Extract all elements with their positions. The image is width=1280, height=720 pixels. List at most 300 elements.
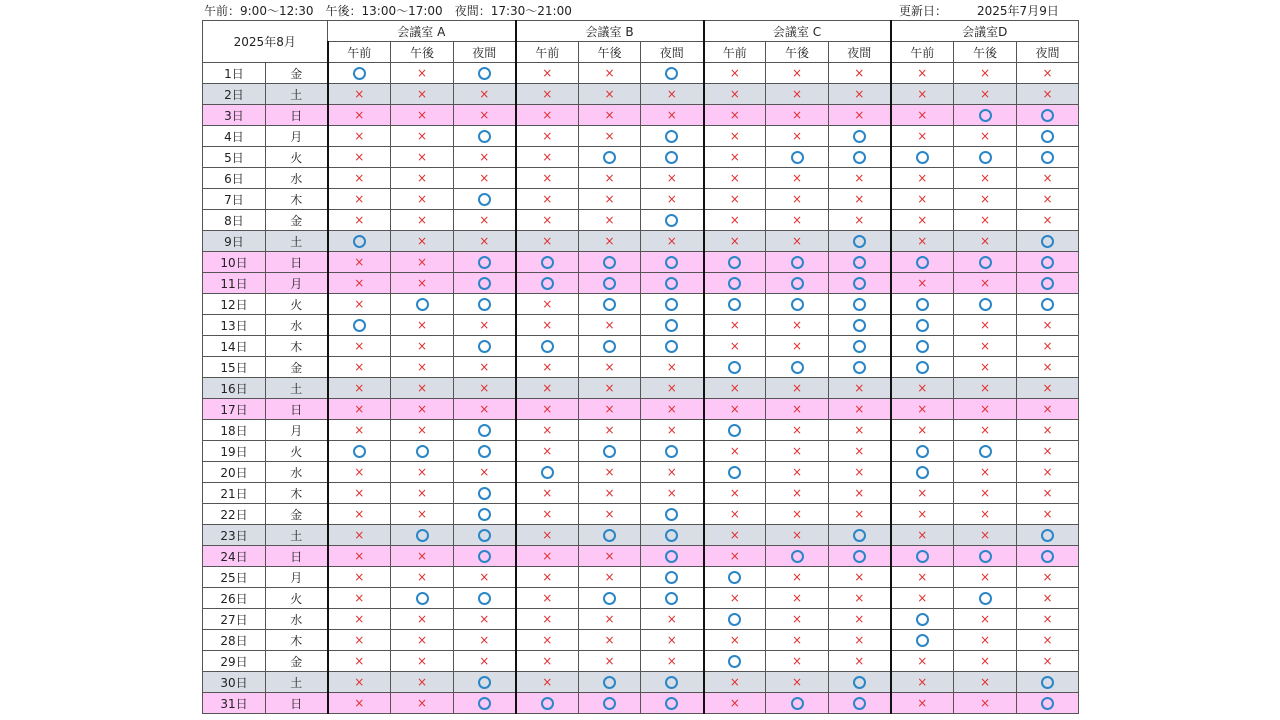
available-circle-icon (916, 550, 929, 563)
slot-cell (704, 378, 766, 399)
available-circle-icon (853, 361, 866, 374)
slot-cell (516, 210, 579, 231)
available-circle-icon (665, 319, 678, 332)
slot-cell (454, 504, 516, 525)
unavailable-cross-icon: × (1042, 381, 1053, 395)
slot-cell (641, 231, 704, 252)
slot-cell (328, 294, 391, 315)
slot-cell (766, 252, 829, 273)
slot-cell (891, 525, 954, 546)
weekday-cell: 日 (266, 693, 328, 714)
table-row (203, 126, 1079, 147)
slot-cell (704, 189, 766, 210)
unavailable-cross-icon: × (479, 612, 490, 626)
unavailable-cross-icon: × (542, 234, 553, 248)
unavailable-cross-icon: × (1042, 591, 1053, 605)
available-circle-icon (478, 550, 491, 563)
slot-cell (516, 357, 579, 378)
slot-cell (766, 546, 829, 567)
day-cell: 5日 (203, 147, 266, 168)
slot-cell (704, 504, 766, 525)
unavailable-cross-icon: × (604, 402, 615, 416)
slot-cell (454, 672, 516, 693)
slot-cell (954, 483, 1017, 504)
slot-cell (829, 336, 891, 357)
unavailable-cross-icon: × (729, 591, 740, 605)
slot-cell (391, 84, 454, 105)
unavailable-cross-icon: × (354, 633, 365, 647)
slot-cell (641, 672, 704, 693)
available-circle-icon (478, 529, 491, 542)
slot-cell (766, 609, 829, 630)
unavailable-cross-icon: × (354, 570, 365, 584)
table-body (203, 63, 1079, 714)
slot-cell (391, 609, 454, 630)
slot-cell (516, 273, 579, 294)
weekday-cell: 金 (266, 651, 328, 672)
unavailable-cross-icon: × (729, 381, 740, 395)
slot-cell (641, 252, 704, 273)
slot-cell (328, 336, 391, 357)
available-circle-icon (603, 256, 616, 269)
slot-cell (579, 420, 641, 441)
unavailable-cross-icon: × (1042, 654, 1053, 668)
available-circle-icon (853, 550, 866, 563)
unavailable-cross-icon: × (854, 87, 865, 101)
table-row (203, 84, 1079, 105)
available-circle-icon (728, 655, 741, 668)
slot-cell (579, 399, 641, 420)
unavailable-cross-icon: × (854, 486, 865, 500)
slot-cell (641, 399, 704, 420)
unavailable-cross-icon: × (416, 87, 428, 101)
slot-cell (1017, 504, 1079, 525)
slot-cell (891, 273, 954, 294)
available-circle-icon (603, 298, 616, 311)
slot-header: 午後 (954, 42, 1017, 63)
slot-cell (829, 273, 891, 294)
unavailable-cross-icon: × (792, 591, 803, 605)
slot-cell (579, 567, 641, 588)
table-row (203, 693, 1079, 714)
slot-cell (1017, 651, 1079, 672)
unavailable-cross-icon: × (1042, 444, 1053, 458)
unavailable-cross-icon: × (604, 192, 615, 206)
unavailable-cross-icon: × (792, 423, 803, 437)
weekday-cell: 月 (266, 420, 328, 441)
slot-cell (704, 609, 766, 630)
unavailable-cross-icon: × (980, 192, 991, 206)
slot-cell (704, 357, 766, 378)
available-circle-icon (979, 592, 992, 605)
unavailable-cross-icon: × (1042, 318, 1053, 332)
available-circle-icon (665, 298, 678, 311)
unavailable-cross-icon: × (792, 381, 803, 395)
available-circle-icon (541, 466, 554, 479)
unavailable-cross-icon: × (792, 66, 803, 80)
table-row (203, 588, 1079, 609)
unavailable-cross-icon: × (980, 486, 991, 500)
unavailable-cross-icon: × (479, 360, 490, 374)
slot-cell (1017, 84, 1079, 105)
weekday-cell: 日 (266, 105, 328, 126)
slot-cell (891, 609, 954, 630)
slot-header: 夜間 (829, 42, 891, 63)
slot-cell (391, 231, 454, 252)
weekday-cell: 日 (266, 252, 328, 273)
weekday-cell: 火 (266, 147, 328, 168)
unavailable-cross-icon: × (980, 570, 991, 584)
unavailable-cross-icon: × (917, 276, 928, 290)
slot-cell (954, 588, 1017, 609)
weekday-cell: 月 (266, 567, 328, 588)
slot-cell (766, 462, 829, 483)
available-circle-icon (478, 697, 491, 710)
available-circle-icon (1041, 256, 1054, 269)
slot-cell (1017, 525, 1079, 546)
unavailable-cross-icon: × (354, 675, 365, 689)
slot-cell (766, 630, 829, 651)
table-row (203, 189, 1079, 210)
unavailable-cross-icon: × (416, 171, 428, 185)
available-circle-icon (478, 130, 491, 143)
day-cell: 13日 (203, 315, 266, 336)
weekday-cell: 火 (266, 294, 328, 315)
slot-cell (328, 210, 391, 231)
unavailable-cross-icon: × (917, 87, 928, 101)
unavailable-cross-icon: × (542, 318, 553, 332)
unavailable-cross-icon: × (792, 654, 803, 668)
slot-cell (391, 294, 454, 315)
slot-cell (641, 504, 704, 525)
slot-cell (766, 105, 829, 126)
slot-cell (954, 105, 1017, 126)
table-row (203, 273, 1079, 294)
unavailable-cross-icon: × (354, 150, 365, 164)
slot-cell (328, 420, 391, 441)
available-circle-icon (665, 676, 678, 689)
slot-cell (891, 546, 954, 567)
unavailable-cross-icon: × (792, 675, 803, 689)
slot-cell (454, 231, 516, 252)
unavailable-cross-icon: × (854, 423, 865, 437)
slot-cell (516, 252, 579, 273)
unavailable-cross-icon: × (479, 87, 490, 101)
unavailable-cross-icon: × (354, 654, 365, 668)
slot-cell (891, 441, 954, 462)
available-circle-icon (853, 277, 866, 290)
day-cell: 15日 (203, 357, 266, 378)
slot-cell (579, 672, 641, 693)
weekday-cell: 土 (266, 378, 328, 399)
unavailable-cross-icon: × (854, 381, 865, 395)
available-circle-icon (979, 256, 992, 269)
slot-cell (829, 546, 891, 567)
slot-cell (954, 672, 1017, 693)
slot-cell (891, 84, 954, 105)
unavailable-cross-icon: × (542, 507, 553, 521)
unavailable-cross-icon: × (854, 66, 865, 80)
slot-cell (704, 147, 766, 168)
slot-cell (1017, 693, 1079, 714)
slot-cell (516, 189, 579, 210)
weekday-cell: 木 (266, 483, 328, 504)
slot-cell (641, 525, 704, 546)
slot-cell (579, 357, 641, 378)
unavailable-cross-icon: × (416, 129, 428, 143)
slot-cell (454, 252, 516, 273)
slot-cell (891, 399, 954, 420)
slot-cell (704, 462, 766, 483)
slot-cell (328, 315, 391, 336)
weekday-cell: 水 (266, 609, 328, 630)
slot-cell (829, 378, 891, 399)
slot-cell (1017, 231, 1079, 252)
slot-cell (328, 693, 391, 714)
table-row (203, 231, 1079, 252)
unavailable-cross-icon: × (542, 423, 553, 437)
unavailable-cross-icon: × (479, 171, 490, 185)
slot-header: 夜間 (641, 42, 704, 63)
unavailable-cross-icon: × (1042, 612, 1053, 626)
slot-cell (1017, 210, 1079, 231)
unavailable-cross-icon: × (980, 171, 991, 185)
slot-cell (1017, 588, 1079, 609)
unavailable-cross-icon: × (666, 360, 677, 374)
slot-cell (704, 483, 766, 504)
unavailable-cross-icon: × (542, 633, 553, 647)
slot-cell (954, 147, 1017, 168)
unavailable-cross-icon: × (604, 108, 615, 122)
available-circle-icon (853, 151, 866, 164)
slot-cell (391, 189, 454, 210)
slot-cell (579, 252, 641, 273)
slot-cell (328, 126, 391, 147)
unavailable-cross-icon: × (854, 591, 865, 605)
slot-cell (391, 126, 454, 147)
available-circle-icon (603, 445, 616, 458)
weekday-cell: 木 (266, 630, 328, 651)
slot-cell (829, 252, 891, 273)
slot-cell (891, 378, 954, 399)
slot-cell (829, 441, 891, 462)
unavailable-cross-icon: × (416, 318, 428, 332)
unavailable-cross-icon: × (729, 339, 740, 353)
unavailable-cross-icon: × (416, 234, 428, 248)
slot-cell (891, 672, 954, 693)
table-row (203, 336, 1079, 357)
unavailable-cross-icon: × (917, 486, 928, 500)
available-circle-icon (478, 298, 491, 311)
slot-cell (954, 315, 1017, 336)
unavailable-cross-icon: × (980, 87, 991, 101)
slot-cell (891, 693, 954, 714)
weekday-cell: 月 (266, 273, 328, 294)
table-row (203, 357, 1079, 378)
available-circle-icon (665, 529, 678, 542)
slot-cell (579, 378, 641, 399)
slot-cell (391, 399, 454, 420)
unavailable-cross-icon: × (980, 234, 991, 248)
weekday-cell: 木 (266, 336, 328, 357)
unavailable-cross-icon: × (980, 612, 991, 626)
slot-cell (454, 273, 516, 294)
unavailable-cross-icon: × (729, 486, 740, 500)
slot-cell (516, 84, 579, 105)
available-circle-icon (791, 550, 804, 563)
unavailable-cross-icon: × (854, 213, 865, 227)
weekday-cell: 土 (266, 672, 328, 693)
slot-cell (954, 462, 1017, 483)
table-row (203, 462, 1079, 483)
slot-cell (579, 84, 641, 105)
slot-cell (954, 63, 1017, 84)
slot-cell (891, 105, 954, 126)
day-cell: 14日 (203, 336, 266, 357)
day-cell: 21日 (203, 483, 266, 504)
slot-cell (829, 210, 891, 231)
unavailable-cross-icon: × (729, 129, 740, 143)
slot-cell (391, 546, 454, 567)
day-cell: 12日 (203, 294, 266, 315)
slot-header: 夜間 (1017, 42, 1079, 63)
unavailable-cross-icon: × (479, 654, 490, 668)
unavailable-cross-icon: × (729, 402, 740, 416)
slot-cell (954, 189, 1017, 210)
slot-cell (579, 210, 641, 231)
slot-cell (766, 378, 829, 399)
unavailable-cross-icon: × (917, 570, 928, 584)
available-circle-icon (478, 67, 491, 80)
unavailable-cross-icon: × (729, 213, 740, 227)
unavailable-cross-icon: × (479, 213, 490, 227)
slot-cell (829, 693, 891, 714)
unavailable-cross-icon: × (542, 66, 553, 80)
unavailable-cross-icon: × (666, 612, 677, 626)
slot-cell (1017, 672, 1079, 693)
weekday-cell: 水 (266, 462, 328, 483)
unavailable-cross-icon: × (980, 381, 991, 395)
unavailable-cross-icon: × (479, 633, 490, 647)
day-cell: 10日 (203, 252, 266, 273)
table-row (203, 504, 1079, 525)
available-circle-icon (478, 487, 491, 500)
slot-cell (891, 651, 954, 672)
slot-cell (579, 315, 641, 336)
slot-cell (579, 231, 641, 252)
slot-cell (516, 147, 579, 168)
unavailable-cross-icon: × (666, 402, 677, 416)
slot-cell (766, 420, 829, 441)
unavailable-cross-icon: × (354, 402, 365, 416)
unavailable-cross-icon: × (542, 213, 553, 227)
unavailable-cross-icon: × (729, 696, 740, 710)
unavailable-cross-icon: × (479, 570, 490, 584)
slot-cell (516, 546, 579, 567)
slot-cell (704, 420, 766, 441)
slot-cell (704, 294, 766, 315)
unavailable-cross-icon: × (354, 591, 365, 605)
slot-cell (1017, 462, 1079, 483)
weekday-cell: 土 (266, 231, 328, 252)
unavailable-cross-icon: × (917, 423, 928, 437)
slot-cell (704, 336, 766, 357)
slot-cell (766, 231, 829, 252)
unavailable-cross-icon: × (354, 171, 365, 185)
unavailable-cross-icon: × (980, 129, 991, 143)
slot-cell (891, 231, 954, 252)
slot-cell (328, 399, 391, 420)
slot-cell (516, 294, 579, 315)
unavailable-cross-icon: × (729, 171, 740, 185)
unavailable-cross-icon: × (479, 318, 490, 332)
available-circle-icon (916, 298, 929, 311)
unavailable-cross-icon: × (354, 381, 365, 395)
unavailable-cross-icon: × (416, 66, 428, 80)
slot-cell (829, 630, 891, 651)
unavailable-cross-icon: × (604, 612, 615, 626)
unavailable-cross-icon: × (604, 129, 615, 143)
available-circle-icon (853, 298, 866, 311)
slot-cell (641, 336, 704, 357)
unavailable-cross-icon: × (354, 129, 365, 143)
slot-cell (891, 126, 954, 147)
available-circle-icon (853, 529, 866, 542)
unavailable-cross-icon: × (792, 402, 803, 416)
slot-cell (579, 693, 641, 714)
unavailable-cross-icon: × (854, 633, 865, 647)
slot-cell (516, 420, 579, 441)
available-circle-icon (478, 193, 491, 206)
unavailable-cross-icon: × (854, 402, 865, 416)
unavailable-cross-icon: × (917, 171, 928, 185)
unavailable-cross-icon: × (416, 276, 428, 290)
unavailable-cross-icon: × (416, 654, 428, 668)
slot-cell (954, 252, 1017, 273)
available-circle-icon (1041, 529, 1054, 542)
slot-cell (328, 609, 391, 630)
available-circle-icon (853, 697, 866, 710)
slot-cell (766, 441, 829, 462)
slot-cell (954, 504, 1017, 525)
schedule-header (202, 0, 1078, 20)
slot-cell (641, 357, 704, 378)
slot-cell (1017, 63, 1079, 84)
unavailable-cross-icon: × (354, 297, 365, 311)
slot-cell (516, 651, 579, 672)
slot-cell (641, 189, 704, 210)
slot-cell (328, 651, 391, 672)
room-c-header: 会議室 C (704, 21, 891, 42)
table-row (203, 651, 1079, 672)
slot-cell (454, 357, 516, 378)
slot-cell (579, 504, 641, 525)
available-circle-icon (916, 340, 929, 353)
unavailable-cross-icon: × (354, 465, 365, 479)
slot-cell (1017, 399, 1079, 420)
slot-cell (1017, 273, 1079, 294)
slot-cell (766, 525, 829, 546)
unavailable-cross-icon: × (729, 318, 740, 332)
unavailable-cross-icon: × (542, 570, 553, 584)
unavailable-cross-icon: × (980, 66, 991, 80)
weekday-cell: 木 (266, 189, 328, 210)
slot-cell (766, 63, 829, 84)
table-row (203, 168, 1079, 189)
slot-cell (766, 672, 829, 693)
slot-cell (641, 420, 704, 441)
slot-cell (328, 504, 391, 525)
